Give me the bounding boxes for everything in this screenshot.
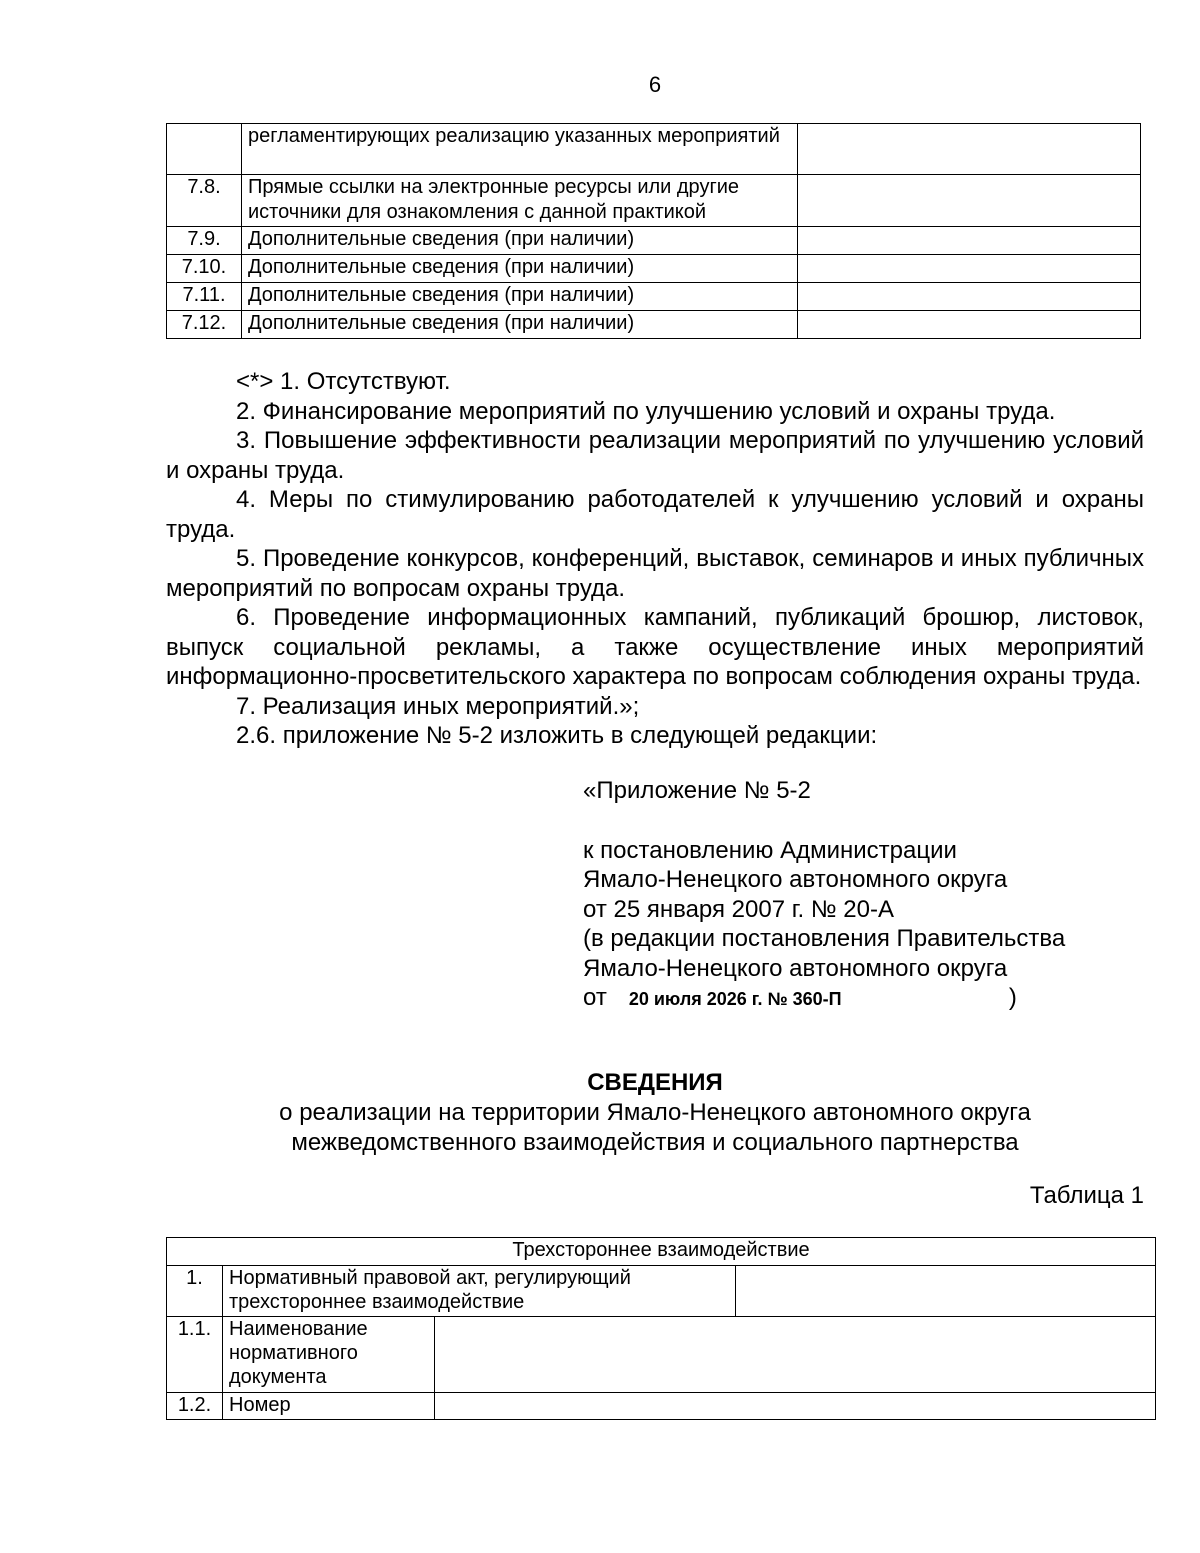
decree-prefix: от (583, 984, 607, 1011)
row-text: Наименование нормативного документа (223, 1317, 435, 1393)
row-value (798, 124, 1141, 175)
table-row (167, 175, 1141, 227)
table-row (167, 1393, 1156, 1420)
row-number: 7.8. (167, 175, 242, 227)
note-item: 2.6. приложение № 5-2 изложить в следующей редакции: (236, 722, 878, 749)
table-row (167, 283, 1141, 311)
appendix-line: (в редакции постановления Правительства (583, 925, 1066, 952)
appendix-line: Ямало-Ненецкого автономного округа (583, 954, 1008, 982)
decree-line (583, 983, 1143, 1015)
row-value (798, 283, 1141, 311)
row-value (435, 1317, 1156, 1393)
note-item: 7. Реализация иных мероприятий.»; (236, 692, 640, 720)
interaction-table (166, 1237, 1156, 1420)
note-item: 4. Меры по стимулированию работодателей к улучшению условий и охраны труда. (166, 486, 1144, 543)
details-table-continuation (166, 123, 1141, 339)
note-item: 3. Повышение эффективности реализации мероприятий по улучшению условий и охраны труда. (166, 427, 1144, 484)
row-number: 7.11. (167, 283, 242, 311)
row-value (798, 311, 1141, 339)
row-text: Прямые ссылки на электронные ресурсы или другие источники для ознакомления с данной практикой (242, 175, 798, 227)
row-text: Дополнительные сведения (при наличии) (242, 227, 798, 255)
note-item: <*> 1. Отсутствуют. (236, 368, 451, 395)
row-text: Номер (223, 1393, 435, 1420)
document-subtitle-line: межведомственного взаимодействия и социального партнерства (291, 1129, 1019, 1156)
row-value (736, 1266, 1156, 1317)
row-value (798, 255, 1141, 283)
table-label: Таблица 1 (1029, 1182, 1144, 1209)
appendix-heading: «Приложение № 5-2 (583, 777, 811, 804)
footnotes (166, 367, 1144, 751)
row-number: 7.12. (167, 311, 242, 339)
row-number: 1.2. (167, 1393, 223, 1420)
row-text: регламентирующих реализацию указанных мероприятий (242, 124, 798, 175)
table-row (167, 1266, 1156, 1317)
page-number: 6 (648, 72, 662, 97)
row-number: 7.10. (167, 255, 242, 283)
row-number: 7.9. (167, 227, 242, 255)
row-text: Дополнительные сведения (при наличии) (242, 255, 798, 283)
decree-stamp: 20 июля 2026 г. № 360-П (628, 989, 842, 1009)
row-text: Нормативный правовой акт, регулирующий трехстороннее взаимодействие (223, 1266, 736, 1317)
note-item: 2. Финансирование мероприятий по улучшению условий и охраны труда. (236, 397, 1056, 425)
table-header: Трехстороннее взаимодействие (167, 1238, 1156, 1266)
row-text: Дополнительные сведения (при наличии) (242, 311, 798, 339)
table-row (167, 227, 1141, 255)
table-row (167, 255, 1141, 283)
appendix-line: от 25 января 2007 г. № 20-А (583, 895, 894, 923)
row-number (167, 124, 242, 175)
table-row (167, 311, 1141, 339)
row-number: 1. (167, 1266, 223, 1317)
document-title: СВЕДЕНИЯ (587, 1069, 723, 1096)
row-value (798, 227, 1141, 255)
document-title-block (166, 1068, 1144, 1158)
row-value (435, 1393, 1156, 1420)
appendix-header (583, 776, 1143, 1015)
row-value (798, 175, 1141, 227)
appendix-line: к постановлению Администрации (583, 836, 957, 864)
appendix-line: Ямало-Ненецкого автономного округа (583, 866, 1008, 893)
note-item: 6. Проведение информационных кампаний, публикаций брошюр, листовок, выпуск социальной рекламы, а также осуществление иных мероприятий информационно-просветительского характера по вопросам соблюдения охраны труда. (166, 604, 1144, 690)
decree-suffix: ) (1008, 984, 1017, 1011)
row-text: Дополнительные сведения (при наличии) (242, 283, 798, 311)
table-row (167, 1317, 1156, 1393)
note-item: 5. Проведение конкурсов, конференций, выставок, семинаров и иных публичных мероприятий по вопросам охраны труда. (166, 545, 1144, 602)
table-row (167, 124, 1141, 175)
table-header-row (167, 1238, 1156, 1266)
row-number: 1.1. (167, 1317, 223, 1393)
document-subtitle-line: о реализации на территории Ямало-Ненецкого автономного округа (279, 1099, 1031, 1126)
